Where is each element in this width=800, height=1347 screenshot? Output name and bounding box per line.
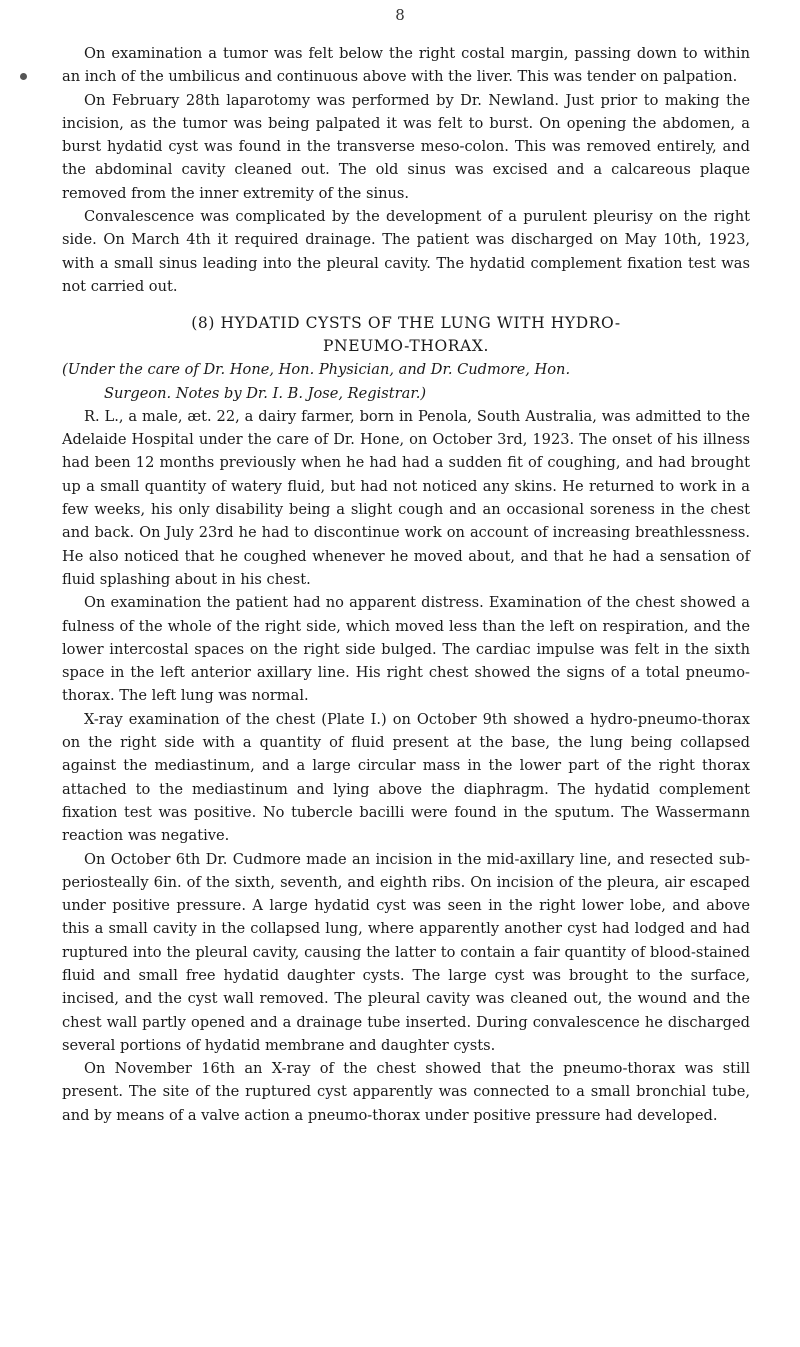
care-note-line-2: Surgeon. Notes by Dr. I. B. Jose, Registrar.) (104, 384, 427, 402)
section-heading-line-2: PNEUMO-THORAX. (323, 337, 489, 356)
care-note-line-1: (Under the care of Dr. Hone, Hon. Physician, and Dr. Cudmore, Hon. (62, 361, 571, 379)
section-heading (62, 312, 750, 358)
margin-dot (20, 73, 27, 80)
body-text (62, 42, 750, 1127)
paragraph-laparotomy: On February 28th laparotomy was performed by Dr. Newland. Just prior to making the incision, as the tumor was being palpated it was felt to burst. On opening the abdomen, a burst hydatid cyst was found in the transverse meso-colon. This was removed entirely, and the abdominal cavity cleaned out. The old sinus was excised and a calcareous plaque removed from the inner extremity of the sinus. (62, 91, 750, 202)
paragraph-convalescence: Convalescence was complicated by the development of a purulent pleurisy on the right side. On March 4th it required drainage. The patient was discharged on May 10th, 1923, with a small sinus leading into the pleural cavity. The hydatid complement fixation test was not carried out. (62, 208, 750, 295)
paragraph-november-xray: On November 16th an X-ray of the chest showed that the pneumo-thorax was still present. The site of the ruptured cyst apparently was connected to a small bronchial tube, and by means of a valve action a pneumo-thorax under positive pressure had developed. (62, 1060, 750, 1124)
paragraph-examination: On examination a tumor was felt below the right costal margin, passing down to within an inch of the umbilicus and continuous above with the liver. This was tender on palpation. (62, 45, 750, 86)
section-heading-line-1: (8) HYDATID CYSTS OF THE LUNG WITH HYDRO- (191, 314, 621, 333)
page-number: 8 (395, 6, 405, 24)
paragraph-xray: X-ray examination of the chest (Plate I.) on October 9th showed a hydro-pneumo-thorax on the right side with a quantity of fluid present at the base, the lung being collapsed against the mediastinum, and a large circular mass in the lower part of the right thorax attached to the mediastinum and lying above the diaphragm. The hydatid complement fixation test was positive. No tubercle bacilli were found in the sputum. The Wassermann reaction was negative. (62, 710, 750, 845)
paragraph-case-history: R. L., a male, æt. 22, a dairy farmer, born in Penola, South Australia, was admitted to the Adelaide Hospital under the care of Dr. Hone, on October 3rd, 1923. The onset of his illness had been 12 months previously when he had had a sudden fit of coughing, and had brought up a small quantity of watery fluid, but had not noticed any skins. He returned to work in a few weeks, his only disability being a slight cough and an occasional soreness in the chest and back. On July 23rd he had to discontinue work on account of increasing breathlessness. He also noticed that he coughed whenever he moved about, and that he had a sensation of fluid splashing about in his chest. (62, 407, 750, 588)
paragraph-case-examination: On examination the patient had no apparent distress. Examination of the chest showed a fulness of the whole of the right side, which moved less than the left on respiration, and the lower intercostal spaces on the right side bulged. The cardiac impulse was felt in the sixth space in the left anterior axillary line. His right chest showed the signs of a total pneumo-thorax. The left lung was normal. (62, 594, 750, 705)
paragraph-operation: On October 6th Dr. Cudmore made an incision in the mid-axillary line, and resected sub-periosteally 6in. of the sixth, seventh, and eighth ribs. On incision of the pleura, air escaped under positive pressure. A large hydatid cyst was seen in the right lower lobe, and above this a small cavity in the collapsed lung, where apparently another cyst had lodged and had ruptured into the pleural cavity, causing the latter to contain a fair quantity of blood-stained fluid and small free hydatid daughter cysts. The large cyst was brought to the surface, incised, and the cyst wall removed. The pleural cavity was cleaned out, the wound and the chest wall partly opened and a drainage tube inserted. During convalescence he discharged several portions of hydatid membrane and daughter cysts. (62, 850, 750, 1054)
care-note (62, 358, 750, 405)
